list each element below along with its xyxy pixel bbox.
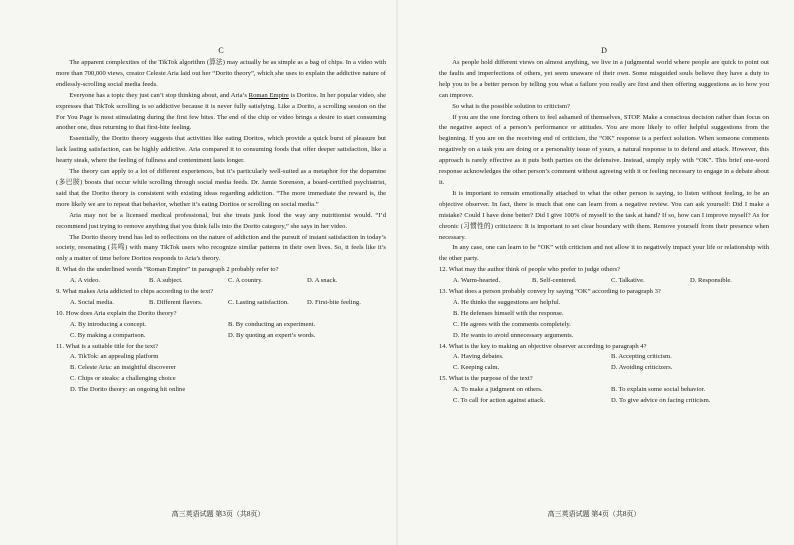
section-letter-d: D [601,46,607,55]
answer-option: D. Responsible. [690,277,732,285]
answer-option: A. Social media. [70,298,114,306]
questions-8-11 [56,265,386,396]
answer-option: B. He defenses himself with the response. [453,309,564,317]
answer-option: D. He wants to avoid unnecessary arguments. [453,331,574,339]
answer-option: C. Talkative. [611,277,645,285]
answer-option: A. Having debates. [453,353,504,361]
answer-options [439,276,769,287]
answer-option: D. By quoting an expert’s words. [228,331,316,339]
passage-c-paragraph-2: Everyone has a topic they just can’t stop thinking about, and Aria’s Roman Empire is Doritos. In her popular video, she expresses that TikTok scrolling is so addictive because it is never fully satisfying. Like a Dorito, a scrolling session on the For You Page is most stimulating during the first few bites. The end of the chip or video brings a desire to start consuming another one, thus returning to that first-bite feeling. [56,91,386,132]
passage-d-paragraph-3: If you are the one forcing others to feel ashamed of themselves, STOP. Make a conscious decision rather than focus on the negative aspect of a person’s performance or attitudes. You are more likely to offer helpful suggestions from the beginning. If you are on the receiving end of criticism, the “OK” response is a perfect solution. When someone comments negatively on a task you are doing or a personality issue of yours, a natural response is to defend and attack. However, this approach is rarely effective as it puts both parties on the defensive. Instead, simply reply with “OK”. This brief one-word response acknowledges the other person’s comment without agreeing with it or feeling necessary to engage in a debate about it. [439,113,769,186]
page-3-column [56,46,386,396]
answer-option: D. To give advice on facing criticism. [611,397,711,405]
answer-option: B. To explain some social behavior. [611,386,706,394]
answer-options [56,320,386,342]
answer-option: C. To call for action against attack. [453,397,546,405]
passage-d-paragraph-1: As people hold different views on almost anything, we live in a judgmental world where people are quick to point out the faults and imperfections of others, yet seem unaware of their own. Some misguided souls believe they have a duty to help you to be a better person by telling you what a failure you really are first and then offering suggestions as to how you can improve. [439,59,769,99]
question-stem: 10. How does Aria explain the Dorito theory? [56,309,177,317]
answer-option: B. Different flavors. [149,298,203,306]
section-letter-c: C [218,46,224,55]
answer-options [439,298,769,342]
answer-option: D. The Dorito theory: an ongoing hit online [70,386,186,394]
passage-d-paragraph-5: In any case, one can learn to be “OK” with criticism and not allow it to negatively impact your life or relationship with the other party. [439,244,769,263]
page-3-footer: 高三英语试题 第3页（共8页） [171,510,265,518]
passage-d-paragraph-2: So what is the possible solution to criticism? [452,102,570,110]
question-stem: 13. What does a person probably convey by saying “OK” according to paragraph 3? [439,288,661,296]
question-stem: 14. What is the key to making an objective observer according to paragraph 4? [439,342,647,350]
passage-c-paragraph-4: The theory can apply to a lot of different experiences, but it’s particularly well-suited as a metaphor for the dopamine (多巴胺) boosts that occur while scrolling through social media feeds. Dr. Jamie Sorenson, a board-certified psychiatrist, said that the Dorito theory is consistent with existing ideas regarding addiction. “The more immediate the reward is, the more likely we are to repeat that behavior, whether it’s eating Doritos or scrolling on social media.” [56,168,386,208]
questions-12-15 [439,265,769,407]
question-stem: 12. What may the author think of people who prefer to judge others? [439,266,620,274]
answer-option: A. To make a judgment on others. [453,386,543,394]
answer-options [56,352,386,396]
answer-option: A. A video. [70,277,101,285]
answer-option: D. A snack. [307,277,338,285]
answer-option: A. Warm-hearted. [453,277,501,285]
answer-options [56,276,386,287]
answer-option: C. Keeping calm. [453,364,500,372]
question-stem: 9. What makes Aria addicted to chips according to the text? [56,288,214,296]
page-4-column [439,46,769,407]
answer-option: C. A country. [228,277,263,285]
answer-option: A. By introducing a concept. [70,320,147,328]
passage-d-paragraph-4: It is important to remain emotionally attached to what the other person is saying, to listen without feeling, to be an objective observer. In fact, there is much that one can learn from a negative review. You can ask yourself: Did I make a mistake? Could I have done better? Did I give 100% of myself to the task at hand? If so, how can I improve myself? As for chronic (习惯性的) criticizers: It is important to set clear boundary with them. Remove yourself from their presence when necessary. [439,189,769,241]
answer-option: D. First-bite feeling. [307,298,361,306]
answer-option: B. By conducting an experiment. [228,320,316,328]
passage-c-paragraph-5: Aria may not be a licensed medical professional, but she treats junk food the way any nutritionist would. “I’d recommend just trying to remove anything that you think falls into the Dorito category,” she says in her video. [56,211,386,230]
answer-option: D. Avoiding criticizers. [611,364,673,372]
answer-option: B. Celeste Aria: an insightful discoverer [70,364,176,372]
answer-options [439,352,769,374]
answer-option: B. A subject. [149,277,183,285]
answer-options [439,385,769,407]
passage-c-paragraph-6: The Dorito theory trend has led to reflections on the nature of addiction and the pursuit of instant satisfaction in today’s society, resonating (共鸣) with many TikTok users who recognize similar patterns in their own lives. So, it feels like it’s only a matter of time before Doritos responds to Aria’s theory. [56,233,386,263]
answer-option: C. He agrees with the comments completely. [453,320,571,328]
answer-option: C. By making a comparison. [70,331,146,339]
answer-option: B. Accepting criticism. [611,353,672,361]
page-fold [396,0,398,545]
answer-option: A. TikTok: an appealing platform [70,353,159,361]
answer-option: C. Lasting satisfaction. [228,298,289,306]
passage-c-paragraph-1: The apparent complexities of the TikTok algorithm (算法) may actually be as simple as a bag of chips. In a video with more than 700,000 views, creator Celeste Aria laid out her “Dorito theory”, which she uses to explain the addictive nature of endlessly-scrolling social media feeds. [56,59,386,88]
question-stem: 8. What do the underlined words “Roman Empire” in paragraph 2 probably refer to? [56,266,279,274]
passage-c-paragraph-3: Essentially, the Dorito theory suggests that activities like eating Doritos, which provide a quick burst of pleasure but lack lasting satisfaction, can be highly addictive. Aria compared it to consuming foods that offer deeper satisfaction, like a hearty steak, where the feeling of fullness and contentment lasts longer. [56,135,386,165]
answer-option: C. Chips or steaks: a challenging choice [70,375,176,383]
answer-options [56,298,386,309]
question-stem: 15. What is the purpose of the text? [439,375,533,383]
answer-option: B. Self-centered. [532,277,577,285]
question-stem: 11. What is a suitable title for the text? [56,342,158,350]
answer-option: A. He thinks the suggestions are helpful. [453,298,561,306]
underlined-roman-empire: Roman Empire [248,91,289,99]
page-4-footer: 高三英语试题 第4页（共8页） [547,510,641,518]
